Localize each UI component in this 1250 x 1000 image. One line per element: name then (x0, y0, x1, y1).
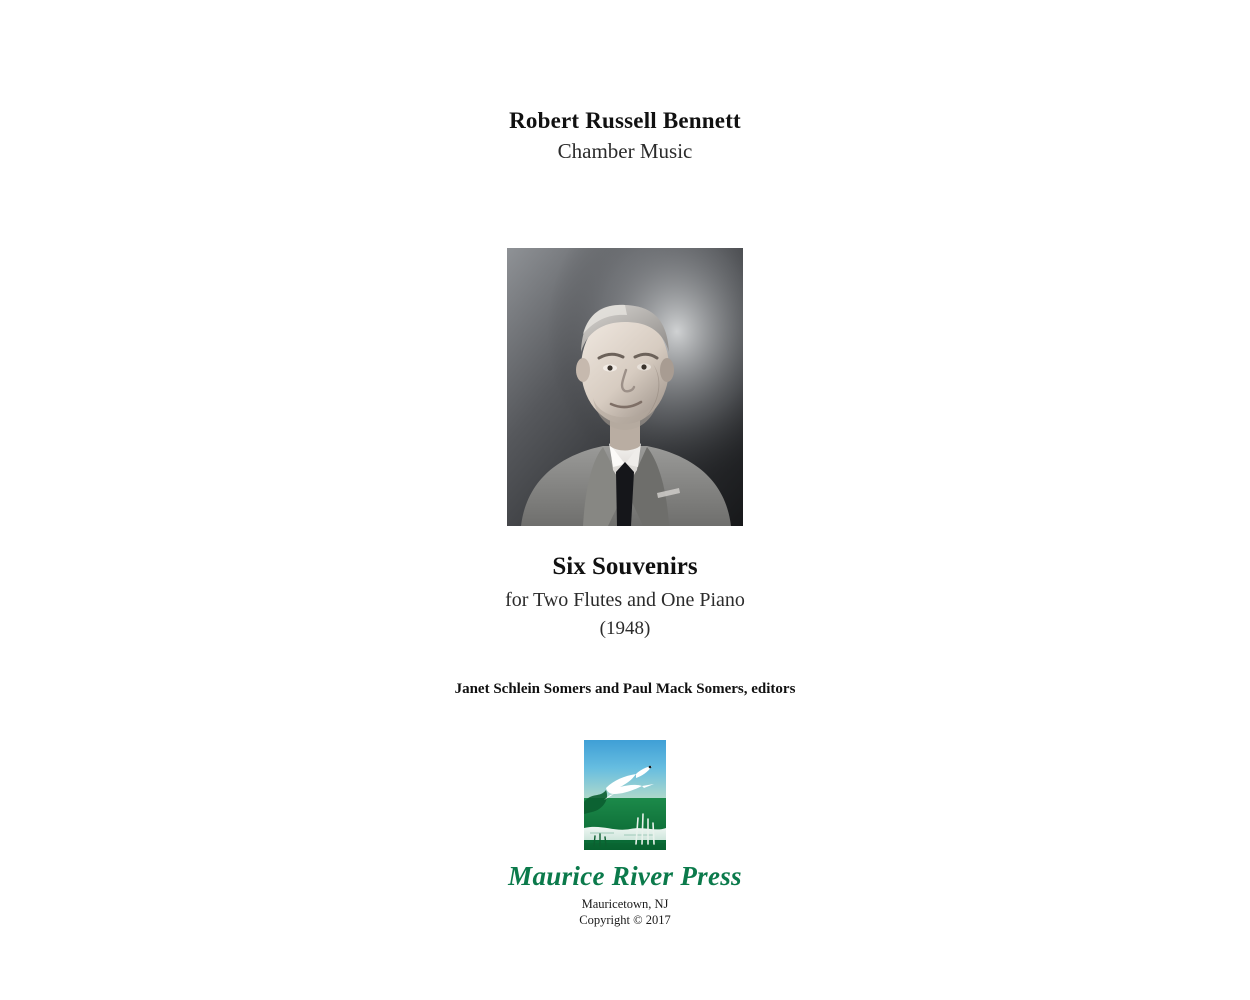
work-title: Six Souvenirs (552, 553, 698, 580)
work-year: (1948) (599, 618, 651, 639)
portrait-container (507, 248, 743, 526)
editors-credit: Janet Schlein Somers and Paul Mack Somers, editors (454, 681, 796, 697)
composer-name: Robert Russell Bennett (509, 108, 741, 133)
publisher-block (0, 862, 1250, 929)
maurice-river-press-logo-icon (584, 740, 666, 850)
publisher-city: Mauricetown, NJ (581, 896, 669, 911)
portrait-photo (507, 248, 743, 526)
title-page-header (0, 108, 1250, 164)
publisher-name: Maurice River Press (508, 861, 742, 891)
copyright-notice: Copyright © 2017 (579, 913, 671, 928)
series-title: Chamber Music (557, 139, 693, 164)
work-subtitle: for Two Flutes and One Piano (505, 589, 745, 611)
publisher-logo-container (584, 740, 666, 850)
work-title-block (0, 552, 1250, 641)
